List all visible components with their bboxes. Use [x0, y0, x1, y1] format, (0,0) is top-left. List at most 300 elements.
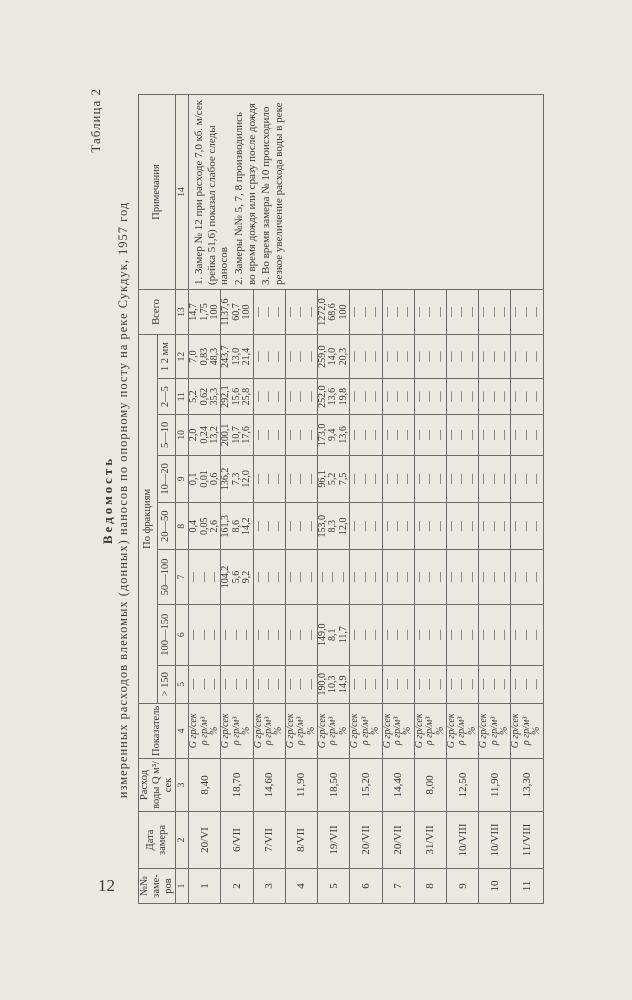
fraction-cell: [446, 503, 478, 550]
cell-value: —: [295, 351, 307, 362]
indicator-label: G гр/сек: [445, 713, 457, 749]
indicator-label: G гр/сек: [317, 713, 329, 749]
row-date: 6/VII: [221, 812, 253, 869]
cell-value: —: [252, 429, 264, 440]
cell-value: —: [381, 473, 393, 484]
cell-value: —: [478, 351, 490, 362]
fraction-cell: [350, 604, 382, 665]
row-indicators: [414, 703, 446, 758]
fraction-cell: [414, 335, 446, 379]
fraction-cell: [382, 503, 414, 550]
cell-value: —: [359, 521, 371, 532]
cell-value: —: [359, 351, 371, 362]
fraction-cell: [253, 335, 285, 379]
cell-value: —: [488, 572, 500, 583]
row-indicators: [350, 703, 382, 758]
fraction-cell: [382, 415, 414, 456]
cell-value: —: [263, 679, 275, 690]
fraction-cell: [285, 503, 317, 550]
row-date: 10/VIII: [446, 812, 478, 869]
cell-value: —: [445, 473, 457, 484]
cell-value: —: [284, 473, 296, 484]
cell-value: —: [434, 429, 446, 440]
cell-value: —: [498, 521, 510, 532]
cell-value: 259,0: [317, 345, 329, 368]
col-number: 3: [176, 759, 189, 812]
col-number: 10: [176, 415, 189, 456]
cell-value: 5,2: [188, 390, 200, 403]
cell-value: —: [349, 629, 361, 640]
cell-value: —: [263, 473, 275, 484]
fraction-cell: [446, 550, 478, 604]
indicator-label: %: [337, 726, 349, 736]
indicator-label: G гр/сек: [220, 713, 232, 749]
cell-value: —: [188, 572, 200, 583]
cell-value: —: [520, 307, 532, 317]
cell-value: —: [478, 679, 490, 690]
cell-value: 96,1: [317, 470, 329, 488]
cell-value: —: [531, 351, 543, 362]
fraction-cell: [382, 550, 414, 604]
cell-value: —: [241, 629, 253, 640]
cell-value: 14,7: [188, 303, 200, 321]
cell-value: —: [349, 391, 361, 402]
col-number: 2: [176, 812, 189, 869]
cell-value: 19,8: [337, 387, 349, 406]
cell-value: —: [391, 351, 403, 362]
header-fr-20-50: 20—50: [157, 503, 176, 550]
fraction-cell: [253, 290, 285, 335]
cell-value: —: [284, 521, 296, 532]
cell-value: —: [359, 391, 371, 402]
fraction-cell: [479, 335, 511, 379]
cell-value: 8,6: [230, 519, 242, 533]
sediment-table: [138, 94, 544, 904]
fraction-cell: [350, 415, 382, 456]
cell-value: —: [498, 473, 510, 484]
indicator-label: ρ гр/м³: [520, 716, 532, 746]
col-number: 9: [176, 455, 189, 502]
cell-value: 200,1: [220, 423, 232, 447]
indicator-label: %: [370, 726, 382, 736]
cell-value: —: [284, 307, 296, 317]
cell-value: —: [478, 473, 490, 484]
cell-value: 1137,6: [220, 298, 232, 326]
cell-value: —: [220, 629, 232, 640]
fraction-cell: [189, 415, 221, 456]
cell-value: —: [424, 679, 436, 690]
cell-value: —: [466, 473, 478, 484]
row-number: 3: [253, 869, 285, 904]
cell-value: —: [327, 572, 339, 583]
fraction-cell: [253, 415, 285, 456]
fraction-cell: [285, 550, 317, 604]
fraction-cell: [479, 455, 511, 502]
table-row: [189, 95, 221, 904]
cell-value: —: [466, 679, 478, 690]
cell-value: —: [488, 679, 500, 690]
indicator-label: ρ гр/м³: [359, 716, 371, 746]
fraction-cell: [221, 415, 253, 456]
cell-value: —: [413, 629, 425, 640]
cell-value: —: [349, 429, 361, 440]
cell-value: —: [510, 307, 522, 317]
fraction-cell: [446, 335, 478, 379]
cell-value: —: [445, 629, 457, 640]
cell-value: —: [498, 572, 510, 583]
fraction-cell: [189, 290, 221, 335]
fraction-cell: [414, 550, 446, 604]
table-label: Таблица 2: [88, 88, 103, 153]
cell-value: —: [520, 521, 532, 532]
cell-value: —: [520, 629, 532, 640]
cell-value: —: [424, 572, 436, 583]
cell-value: —: [413, 572, 425, 583]
cell-value: —: [466, 307, 478, 317]
indicator-label: G гр/сек: [478, 713, 490, 749]
cell-value: 0,4: [188, 519, 200, 533]
cell-value: 243,7: [220, 345, 232, 368]
row-date: 10/VIII: [479, 812, 511, 869]
cell-value: —: [252, 629, 264, 640]
cell-value: —: [381, 521, 393, 532]
cell-value: —: [391, 391, 403, 402]
fraction-cell: [285, 379, 317, 415]
cell-value: —: [466, 629, 478, 640]
cell-value: —: [488, 473, 500, 484]
cell-value: —: [252, 679, 264, 690]
cell-value: —: [402, 429, 414, 440]
cell-value: 14,9: [337, 675, 349, 693]
fraction-cell: [285, 604, 317, 665]
cell-value: —: [413, 679, 425, 690]
row-indicators: [318, 703, 350, 758]
indicator-label: %: [531, 726, 543, 736]
cell-value: 153,0: [317, 514, 329, 538]
cell-value: —: [456, 521, 468, 532]
fraction-cell: [318, 550, 350, 604]
cell-value: —: [510, 572, 522, 583]
row-discharge: 18,70: [221, 759, 253, 812]
cell-value: 0,01: [198, 470, 210, 488]
fraction-cell: [253, 550, 285, 604]
cell-value: —: [531, 572, 543, 583]
cell-value: —: [198, 572, 210, 583]
cell-value: —: [381, 429, 393, 440]
fraction-cell: [253, 665, 285, 703]
header-fr-10-20: 10—20: [157, 455, 176, 502]
row-number: 7: [382, 869, 414, 904]
cell-value: —: [198, 679, 210, 690]
fraction-cell: [285, 290, 317, 335]
cell-value: —: [498, 351, 510, 362]
cell-value: —: [295, 429, 307, 440]
cell-value: 8,3: [327, 519, 339, 533]
cell-value: —: [531, 391, 543, 402]
fraction-cell: [318, 503, 350, 550]
cell-value: 48,3: [209, 347, 220, 366]
cell-value: 25,8: [241, 387, 253, 406]
fraction-cell: [382, 604, 414, 665]
fraction-cell: [382, 665, 414, 703]
cell-value: —: [359, 307, 371, 317]
fraction-cell: [479, 415, 511, 456]
cell-value: —: [305, 521, 317, 532]
cell-value: 11,7: [337, 626, 349, 644]
cell-value: —: [370, 521, 382, 532]
fraction-cell: [221, 550, 253, 604]
row-number: 5: [318, 869, 350, 904]
cell-value: —: [220, 679, 232, 690]
cell-value: —: [198, 629, 210, 640]
cell-value: —: [456, 307, 468, 317]
cell-value: —: [349, 473, 361, 484]
cell-value: —: [381, 351, 393, 362]
fraction-cell: [285, 415, 317, 456]
row-discharge: 13,30: [511, 759, 543, 812]
cell-value: —: [424, 521, 436, 532]
cell-value: —: [273, 629, 285, 640]
cell-value: 17,6: [241, 426, 253, 444]
cell-value: 60,7: [230, 303, 242, 321]
cell-value: 12,0: [241, 470, 253, 488]
cell-value: —: [263, 307, 275, 317]
cell-value: —: [520, 679, 532, 690]
cell-value: 5,6: [230, 570, 242, 584]
header-fr-1-2: 1 2 мм: [157, 335, 176, 379]
row-number: 1: [189, 869, 221, 904]
col-number: 1: [176, 869, 189, 904]
cell-value: —: [413, 429, 425, 440]
fraction-cell: [414, 415, 446, 456]
row-date: 20/VII: [350, 812, 382, 869]
cell-value: 2,0: [188, 428, 200, 442]
row-number: 4: [285, 869, 317, 904]
table-subtitle: измеренных расходов влекомых (донных) наносов по опорному посту на реке Сукдук, 1957 год: [116, 201, 130, 799]
cell-value: 10,3: [327, 675, 339, 693]
cell-value: —: [273, 351, 285, 362]
cell-value: —: [434, 351, 446, 362]
cell-value: 100: [209, 304, 220, 320]
fraction-cell: [189, 665, 221, 703]
row-discharge: 8,00: [414, 759, 446, 812]
fraction-cell: [285, 335, 317, 379]
cell-value: —: [413, 307, 425, 317]
row-discharge: 14,60: [253, 759, 285, 812]
cell-value: —: [456, 429, 468, 440]
cell-value: —: [424, 351, 436, 362]
fraction-cell: [189, 550, 221, 604]
cell-value: 7,0: [188, 350, 200, 363]
cell-value: —: [381, 629, 393, 640]
fraction-cell: [511, 455, 543, 502]
cell-value: —: [295, 572, 307, 583]
cell-value: —: [370, 429, 382, 440]
cell-value: —: [466, 429, 478, 440]
cell-value: 20,3: [337, 347, 349, 366]
col-number: 7: [176, 550, 189, 604]
cell-value: 2,6: [209, 519, 220, 533]
cell-value: —: [263, 521, 275, 532]
cell-value: 5,2: [327, 472, 339, 486]
cell-value: —: [456, 351, 468, 362]
fraction-cell: [285, 665, 317, 703]
cell-value: —: [510, 351, 522, 362]
cell-value: 14,2: [241, 517, 253, 535]
fraction-cell: [446, 455, 478, 502]
fraction-cell: [350, 665, 382, 703]
cell-value: 12,0: [337, 517, 349, 535]
col-number: 5: [176, 665, 189, 703]
cell-value: —: [510, 429, 522, 440]
indicator-label: G гр/сек: [349, 713, 361, 749]
cell-value: 0,62: [198, 387, 210, 406]
cell-value: —: [531, 629, 543, 640]
cell-value: —: [284, 679, 296, 690]
cell-value: 13,6: [337, 426, 349, 444]
indicator-label: %: [305, 726, 317, 736]
cell-value: —: [359, 473, 371, 484]
cell-value: —: [295, 521, 307, 532]
fraction-cell: [446, 379, 478, 415]
cell-value: 104,2: [220, 565, 232, 589]
header-indicator: Показатель: [139, 703, 176, 758]
cell-value: —: [402, 391, 414, 402]
fraction-cell: [446, 604, 478, 665]
cell-value: —: [305, 679, 317, 690]
cell-value: —: [370, 629, 382, 640]
page-number: 12: [98, 876, 115, 895]
fraction-cell: [479, 550, 511, 604]
col-number: 4: [176, 703, 189, 758]
cell-value: 0,1: [188, 472, 200, 486]
cell-value: —: [456, 679, 468, 690]
cell-value: —: [295, 679, 307, 690]
fraction-cell: [511, 379, 543, 415]
cell-value: —: [488, 429, 500, 440]
cell-value: 15,6: [230, 387, 242, 406]
cell-value: 13,2: [209, 426, 220, 444]
cell-value: —: [510, 391, 522, 402]
cell-value: —: [317, 572, 329, 583]
cell-value: —: [456, 473, 468, 484]
fraction-cell: [350, 455, 382, 502]
cell-value: —: [305, 473, 317, 484]
cell-value: —: [295, 391, 307, 402]
fraction-cell: [350, 335, 382, 379]
cell-value: 100: [337, 304, 349, 320]
indicator-label: ρ гр/м³: [456, 716, 468, 746]
fraction-cell: [382, 455, 414, 502]
fraction-cell: [382, 335, 414, 379]
cell-value: —: [359, 572, 371, 583]
header-fr-2-5: 2—5: [157, 379, 176, 415]
cell-value: —: [273, 473, 285, 484]
indicator-label: %: [209, 726, 220, 736]
cell-value: —: [434, 391, 446, 402]
cell-value: —: [370, 391, 382, 402]
fraction-cell: [511, 550, 543, 604]
row-date: 11/VIII: [511, 812, 543, 869]
fraction-cell: [414, 290, 446, 335]
rotated-table-block: [88, 90, 632, 910]
cell-value: —: [413, 351, 425, 362]
cell-value: —: [531, 307, 543, 317]
row-number: 10: [479, 869, 511, 904]
cell-value: 0,05: [198, 517, 210, 535]
cell-value: —: [273, 572, 285, 583]
cell-value: —: [305, 572, 317, 583]
row-number: 2: [221, 869, 253, 904]
indicator-label: G гр/сек: [188, 713, 200, 749]
indicator-label: ρ гр/м³: [391, 716, 403, 746]
row-discharge: 12,50: [446, 759, 478, 812]
cell-value: —: [209, 572, 220, 583]
indicator-label: ρ гр/м³: [488, 716, 500, 746]
row-discharge: 11,90: [285, 759, 317, 812]
cell-value: —: [402, 679, 414, 690]
cell-value: —: [488, 307, 500, 317]
fraction-cell: [221, 335, 253, 379]
fraction-cell: [189, 604, 221, 665]
row-number: 6: [350, 869, 382, 904]
cell-value: —: [370, 572, 382, 583]
cell-value: —: [510, 473, 522, 484]
cell-value: —: [478, 429, 490, 440]
fraction-cell: [350, 379, 382, 415]
cell-value: —: [531, 679, 543, 690]
row-indicators: [285, 703, 317, 758]
cell-value: —: [305, 351, 317, 362]
cell-value: —: [188, 629, 200, 640]
fraction-cell: [189, 503, 221, 550]
indicator-label: %: [466, 726, 478, 736]
fraction-cell: [350, 290, 382, 335]
cell-value: —: [284, 429, 296, 440]
cell-value: —: [391, 629, 403, 640]
cell-value: —: [391, 307, 403, 317]
fraction-cell: [446, 290, 478, 335]
fraction-cell: [189, 335, 221, 379]
cell-value: —: [466, 521, 478, 532]
row-indicators: [446, 703, 478, 758]
cell-value: —: [241, 679, 253, 690]
cell-value: —: [230, 629, 242, 640]
cell-value: —: [531, 429, 543, 440]
cell-value: —: [498, 429, 510, 440]
row-indicators: [221, 703, 253, 758]
col-number: 6: [176, 604, 189, 665]
cell-value: —: [402, 521, 414, 532]
fraction-cell: [479, 290, 511, 335]
cell-value: 1272,0: [317, 298, 329, 326]
note-item: 2. Замеры №№ 5, 7, 8 производились во время дождя или сразу после дождя: [232, 103, 258, 285]
cell-value: —: [424, 473, 436, 484]
fraction-cell: [511, 415, 543, 456]
fraction-cell: [350, 503, 382, 550]
cell-value: —: [252, 572, 264, 583]
cell-value: —: [466, 351, 478, 362]
cell-value: —: [370, 351, 382, 362]
cell-value: —: [391, 429, 403, 440]
cell-value: —: [349, 521, 361, 532]
cell-value: —: [488, 629, 500, 640]
fraction-cell: [414, 503, 446, 550]
row-date: 20/VII: [382, 812, 414, 869]
cell-value: —: [284, 572, 296, 583]
fraction-cell: [446, 415, 478, 456]
indicator-label: %: [434, 726, 446, 736]
